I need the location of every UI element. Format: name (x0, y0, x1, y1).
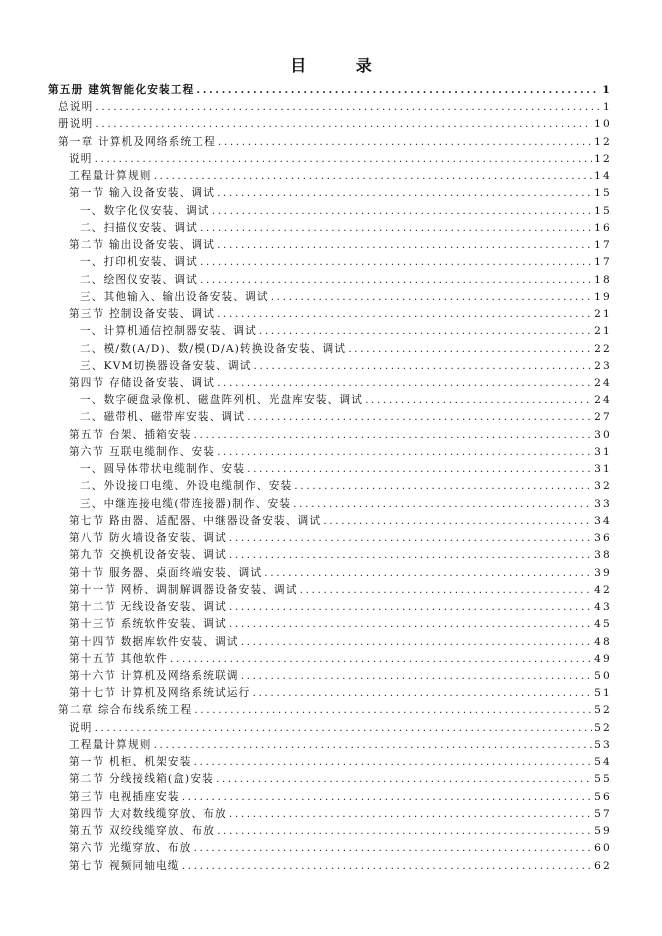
toc-leader-dots (194, 840, 593, 857)
toc-leader-dots (254, 358, 593, 375)
toc-leader-dots (229, 599, 592, 616)
toc-entry[interactable] (0, 754, 662, 771)
toc-entry-page: 21 (594, 325, 612, 338)
toc-entry[interactable] (0, 306, 662, 323)
toc-entry-page: 57 (594, 807, 612, 820)
toc-leader-dots (264, 565, 592, 582)
toc-entry-page: 34 (594, 514, 612, 527)
toc-entry[interactable] (0, 565, 662, 582)
toc-entry[interactable] (0, 461, 662, 478)
toc-entry-page: 27 (594, 411, 612, 424)
toc-entry-label: 第七节 视频同轴电缆 (69, 859, 180, 872)
toc-entry[interactable] (0, 806, 662, 823)
toc-entry-page: 15 (594, 204, 612, 217)
toc-entry-label: 第十二节 无线设备安装、调试 (69, 601, 227, 614)
toc-entry-label: 第六节 互联电缆制作、安装 (69, 445, 216, 458)
toc-entry-label: 第十五节 其他软件 (69, 652, 168, 665)
toc-entry-label: 第四节 大对数线缆穿放、布放 (69, 807, 227, 820)
toc-entry-page: 15 (594, 187, 612, 200)
toc-leader-dots (216, 771, 592, 788)
toc-entry-page: 10 (594, 118, 612, 131)
toc-leader-dots (229, 616, 592, 633)
toc-entry-label: 一、圆导体带状电缆制作、安装 (80, 463, 246, 476)
toc-entry-label: 第四节 存储设备安装、调试 (69, 376, 216, 389)
toc-leader-dots (154, 168, 593, 185)
toc-entry[interactable] (0, 409, 662, 426)
toc-entry-label: 第十七节 计算机及网络系统试运行 (69, 687, 251, 700)
toc-entry-label: 第二章 综合布线系统工程 (58, 704, 193, 717)
toc-leader-dots (154, 737, 593, 754)
toc-entry-label: 一、数字硬盘录像机、磁盘阵列机、光盘库安装、调试 (80, 394, 364, 407)
toc-entry-page: 31 (594, 445, 612, 458)
toc-leader-dots (194, 754, 593, 771)
toc-leader-dots (218, 134, 592, 151)
toc-leader-dots (200, 272, 592, 289)
toc-leader-dots (252, 685, 592, 702)
toc-entry-page: 1 (602, 84, 612, 96)
toc-entry[interactable] (0, 323, 662, 340)
toc-entry-label: 第五节 台架、插箱安装 (69, 428, 192, 441)
toc-leader-dots (196, 82, 600, 99)
toc-leader-dots (217, 375, 592, 392)
toc-entry[interactable] (0, 737, 662, 754)
toc-entry[interactable] (0, 185, 662, 202)
toc-entry-page: 19 (594, 290, 612, 303)
toc-entry-page: 38 (594, 549, 612, 562)
toc-entry[interactable] (0, 478, 662, 495)
toc-entry-label: 说明 (69, 152, 93, 165)
toc-entry-page: 33 (594, 497, 612, 510)
toc-leader-dots (247, 461, 592, 478)
toc-entry[interactable] (0, 82, 662, 99)
toc-entry-label: 二、绘图仪安装、调试 (80, 273, 198, 286)
toc-entry-page: 21 (594, 308, 612, 321)
toc-entry-label: 工程量计算规则 (69, 738, 152, 751)
toc-entry[interactable] (0, 203, 662, 220)
toc-entry-page: 53 (594, 738, 612, 751)
toc-entry-page: 16 (594, 221, 612, 234)
toc-entry-label: 二、模/数(A/D)、数/模(D/A)转换设备安装、调试 (80, 342, 347, 355)
toc-entry-label: 三、中继连接电缆(带连接器)制作、安装 (80, 497, 292, 510)
toc-entry-label: 第三节 控制设备安装、调试 (69, 308, 216, 321)
toc-entry-label: 工程量计算规则 (69, 170, 152, 183)
toc-leader-dots (365, 392, 592, 409)
toc-entry[interactable] (0, 685, 662, 702)
toc-entry-label: 第五节 双绞线缆穿放、布放 (69, 825, 216, 838)
toc-entry[interactable] (0, 358, 662, 375)
toc-leader-dots (229, 806, 592, 823)
toc-entry[interactable] (0, 116, 662, 133)
toc-entry-label: 第九节 交换机设备安装、调试 (69, 549, 227, 562)
toc-entry-page: 22 (594, 342, 612, 355)
toc-leader-dots (182, 789, 592, 806)
toc-entry[interactable] (0, 168, 662, 185)
toc-leader-dots (217, 444, 592, 461)
toc-entry-page: 24 (594, 394, 612, 407)
toc-leader-dots (217, 306, 592, 323)
toc-entry-label: 二、外设接口电缆、外设电缆制作、安装 (80, 480, 293, 493)
toc-leader-dots (293, 496, 592, 513)
toc-entry[interactable] (0, 427, 662, 444)
toc-entry-page: 24 (594, 376, 612, 389)
toc-entry[interactable] (0, 668, 662, 685)
toc-entry[interactable] (0, 237, 662, 254)
toc-entry[interactable] (0, 392, 662, 409)
toc-entry[interactable] (0, 272, 662, 289)
toc-entry-page: 48 (594, 635, 612, 648)
toc-entry-page: 50 (594, 669, 612, 682)
toc-entry-label: 二、扫描仪安装、调试 (80, 221, 198, 234)
toc-entry[interactable] (0, 823, 662, 840)
toc-leader-dots (95, 99, 601, 116)
toc-entry[interactable] (0, 582, 662, 599)
toc-entry-page: 52 (594, 704, 612, 717)
table-of-contents (0, 82, 662, 875)
toc-entry-label: 第三节 电视插座安装 (69, 790, 180, 803)
toc-entry-page: 12 (594, 135, 612, 148)
toc-entry[interactable] (0, 375, 662, 392)
toc-leader-dots (200, 254, 592, 271)
toc-entry-page: 18 (594, 273, 612, 286)
toc-entry-page: 45 (594, 618, 612, 631)
toc-entry-page: 59 (594, 825, 612, 838)
toc-entry-label: 第一节 机柜、机架安装 (69, 756, 192, 769)
toc-leader-dots (170, 651, 592, 668)
toc-entry-label: 一、计算机通信控制器安装、调试 (80, 325, 257, 338)
toc-entry[interactable] (0, 289, 662, 306)
toc-entry[interactable] (0, 151, 662, 168)
toc-leader-dots (241, 668, 592, 685)
toc-entry-label: 三、KVM切换器设备安装、调试 (80, 359, 252, 372)
toc-leader-dots (95, 116, 592, 133)
toc-entry-label: 一、打印机安装、调试 (80, 256, 198, 269)
toc-entry[interactable] (0, 858, 662, 875)
toc-entry-label: 第一章 计算机及网络系统工程 (58, 135, 216, 148)
toc-leader-dots (300, 582, 592, 599)
toc-entry-page: 49 (594, 652, 612, 665)
toc-leader-dots (200, 220, 592, 237)
toc-entry-label: 册说明 (58, 118, 94, 131)
toc-entry[interactable] (0, 840, 662, 857)
toc-entry[interactable] (0, 634, 662, 651)
toc-entry-label: 第十四节 数据库软件安装、调试 (69, 635, 239, 648)
toc-entry-page: 31 (594, 463, 612, 476)
toc-leader-dots (194, 702, 592, 719)
toc-entry[interactable] (0, 530, 662, 547)
toc-leader-dots (241, 634, 592, 651)
toc-entry[interactable] (0, 444, 662, 461)
toc-entry-label: 第八节 防火墙设备安装、调试 (69, 532, 227, 545)
toc-leader-dots (217, 237, 592, 254)
toc-entry-page: 56 (594, 790, 612, 803)
toc-leader-dots (294, 478, 592, 495)
toc-entry-page: 52 (594, 721, 612, 734)
toc-entry-label: 第一节 输入设备安装、调试 (69, 187, 216, 200)
toc-entry-label: 一、数字化仪安装、调试 (80, 204, 210, 217)
toc-entry[interactable] (0, 616, 662, 633)
toc-entry-page: 12 (594, 152, 612, 165)
toc-entry-page: 1 (603, 101, 612, 114)
toc-entry-page: 51 (594, 687, 612, 700)
toc-entry[interactable] (0, 341, 662, 358)
toc-leader-dots (229, 547, 592, 564)
toc-entry-label: 总说明 (58, 101, 94, 114)
toc-entry-page: 39 (594, 566, 612, 579)
toc-leader-dots (95, 151, 593, 168)
toc-entry-page: 30 (594, 428, 612, 441)
toc-entry-page: 62 (594, 859, 612, 872)
toc-entry[interactable] (0, 599, 662, 616)
toc-entry-page: 14 (594, 170, 612, 183)
toc-entry-label: 第六节 光缆穿放、布放 (69, 842, 192, 855)
toc-leader-dots (212, 203, 592, 220)
toc-leader-dots (348, 341, 592, 358)
toc-entry[interactable] (0, 789, 662, 806)
toc-entry[interactable] (0, 496, 662, 513)
toc-entry-page: 54 (594, 756, 612, 769)
toc-entry[interactable] (0, 702, 662, 719)
toc-entry-label: 二、磁带机、磁带库安装、调试 (80, 411, 246, 424)
toc-leader-dots (217, 185, 592, 202)
toc-leader-dots (259, 323, 592, 340)
toc-entry[interactable] (0, 651, 662, 668)
toc-entry-label: 第十三节 系统软件安装、调试 (69, 618, 227, 631)
toc-entry-page: 17 (594, 239, 612, 252)
toc-leader-dots (95, 720, 593, 737)
toc-entry[interactable] (0, 513, 662, 530)
toc-entry-label: 三、其他输入、输出设备安装、调试 (80, 290, 269, 303)
toc-entry-page: 42 (594, 583, 612, 596)
toc-entry-page: 36 (594, 532, 612, 545)
toc-entry-label: 第十一节 网桥、调制解调器设备安装、调试 (69, 583, 298, 596)
toc-entry-page: 43 (594, 601, 612, 614)
toc-leader-dots (194, 427, 593, 444)
toc-leader-dots (247, 409, 592, 426)
toc-entry-page: 23 (594, 359, 612, 372)
toc-entry-label: 第二节 分线接线箱(盒)安装 (69, 773, 214, 786)
toc-entry-label: 第二节 输出设备安装、调试 (69, 239, 216, 252)
toc-entry-page: 32 (594, 480, 612, 493)
toc-entry[interactable] (0, 720, 662, 737)
toc-entry-page: 60 (594, 842, 612, 855)
toc-entry[interactable] (0, 134, 662, 151)
toc-leader-dots (229, 530, 592, 547)
toc-leader-dots (182, 858, 592, 875)
toc-entry-page: 17 (594, 256, 612, 269)
toc-entry-page: 55 (594, 773, 612, 786)
toc-entry-label: 第十六节 计算机及网络系统联调 (69, 669, 239, 682)
toc-entry[interactable] (0, 99, 662, 116)
toc-entry[interactable] (0, 547, 662, 564)
page-title: 目 录 (290, 56, 394, 75)
toc-leader-dots (323, 513, 592, 530)
toc-leader-dots (217, 823, 592, 840)
toc-entry[interactable] (0, 220, 662, 237)
toc-leader-dots (271, 289, 592, 306)
toc-entry[interactable] (0, 771, 662, 788)
toc-entry-label: 说明 (69, 721, 93, 734)
toc-entry-label: 第五册 建筑智能化安装工程 (48, 84, 195, 96)
toc-entry-label: 第七节 路由器、适配器、中继器设备安装、调试 (69, 514, 322, 527)
toc-entry-label: 第十节 服务器、桌面终端安装、调试 (69, 566, 263, 579)
toc-entry[interactable] (0, 254, 662, 271)
